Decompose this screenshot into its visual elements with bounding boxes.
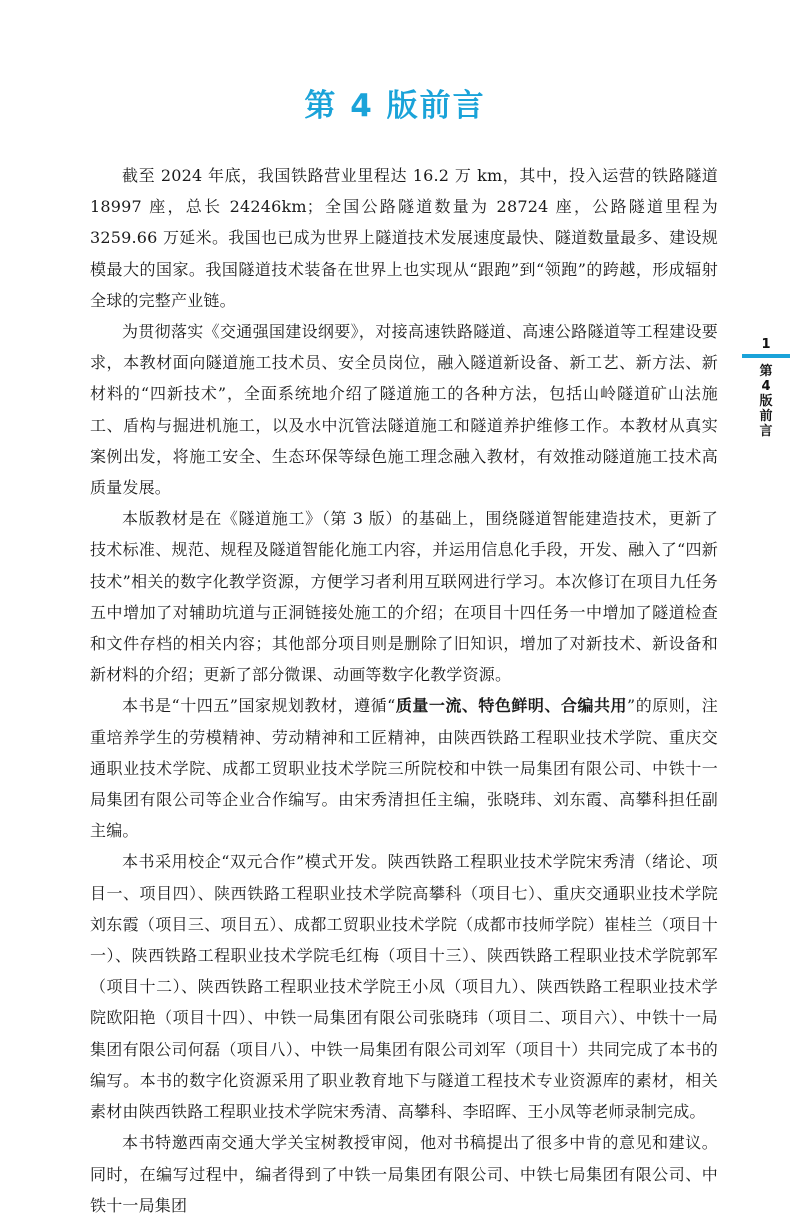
paragraph-text: ”的原则，注重培养学生的劳模精神、劳动精神和工匠精神，由陕西铁路工程职业技术学院、重庆交通职业技术学院、成都工贸职业技术学院三所院校和中铁一局集团有限公司、中铁十一局集团有限公司等企业合作编写。由宋秀清担任主编，张晓玮、刘东霞、高攀科担任副主编。 xyxy=(90,696,718,841)
side-tab-bar xyxy=(742,354,790,358)
paragraph xyxy=(90,160,718,316)
paragraph xyxy=(90,503,718,690)
paragraph-text: 本书采用校企“双元合作”模式开发。陕西铁路工程职业技术学院宋秀清（绪论、项目一、项目四）、陕西铁路工程职业技术学院高攀科（项目七）、重庆交通职业技术学院刘东霞（项目三、项目五）、成都工贸职业技术学院（成都市技师学院）崔桂兰（项目十一）、陕西铁路工程职业技术学院毛红梅（项目十三）、陕西铁路工程职业技术学院郭军（项目十二）、陕西铁路工程职业技术学院王小凤（项目九）、陕西铁路工程职业技术学院欧阳艳（项目十四）、中铁一局集团有限公司张晓玮（项目二、项目六）、中铁十一局集团有限公司何磊（项目八）、中铁一局集团有限公司刘军（项目十）共同完成了本书的编写。本书的数字化资源采用了职业教育地下与隧道工程技术专业资源库的素材，相关素材由陕西铁路工程职业技术学院宋秀清、高攀科、李昭晖、王小凤等老师录制完成。 xyxy=(90,852,718,1122)
side-tab xyxy=(742,336,790,439)
page-number: 1 xyxy=(761,337,771,352)
paragraph-text: 本书是“十四五”国家规划教材，遵循“ xyxy=(122,696,396,716)
side-tab-label: 第4版前言 xyxy=(759,364,773,439)
paragraph-text: 本书特邀西南交通大学关宝树教授审阅，他对书稿提出了很多中肯的意见和建议。同时，在编写过程中，编者得到了中铁一局集团有限公司、中铁七局集团有限公司、中铁十一局集团 xyxy=(90,1133,718,1215)
body-text xyxy=(90,160,718,1221)
paragraph xyxy=(90,846,718,1127)
bold-emphasis: 质量一流、特色鲜明、合编共用 xyxy=(395,696,628,716)
page-title: 第 4 版前言 xyxy=(304,88,486,124)
paragraph-text: 为贯彻落实《交通强国建设纲要》，对接高速铁路隧道、高速公路隧道等工程建设要求，本教材面向隧道施工技术员、安全员岗位，融入隧道新设备、新工艺、新方法、新材料的“四新技术”，全面系统地介绍了隧道施工的各种方法，包括山岭隧道矿山法施工、盾构与掘进机施工，以及水中沉管法隧道施工和隧道养护维修工作。本教材从真实案例出发，将施工安全、生态环保等绿色施工理念融入教材，有效推动隧道施工技术高质量发展。 xyxy=(90,322,718,498)
paragraph xyxy=(90,316,718,503)
paragraph xyxy=(90,1127,718,1221)
paragraph-text: 截至 2024 年底，我国铁路营业里程达 16.2 万 km，其中，投入运营的铁路隧道 18997 座，总长 24246km；全国公路隧道数量为 28724 座，公路隧道里程为 3259.66 万延米。我国也已成为世界上隧道技术发展速度最快、隧道数量最多、建设规模最大的国家。我国隧道技术装备在世界上也实现从“跟跑”到“领跑”的跨越，形成辐射全球的完整产业链。 xyxy=(90,166,718,310)
paragraph xyxy=(90,690,718,846)
paragraph-text: 本版教材是在《隧道施工》（第 3 版）的基础上，围绕隧道智能建造技术，更新了技术标准、规范、规程及隧道智能化施工内容，并运用信息化手段，开发、融入了“四新技术”相关的数字化教学资源，方便学习者利用互联网进行学习。本次修订在项目九任务五中增加了对辅助坑道与正洞链接处施工的介绍；在项目十四任务一中增加了隧道检查和文件存档的相关内容；其他部分项目则是删除了旧知识，增加了对新技术、新设备和新材料的介绍；更新了部分微课、动画等数字化教学资源。 xyxy=(90,509,718,685)
